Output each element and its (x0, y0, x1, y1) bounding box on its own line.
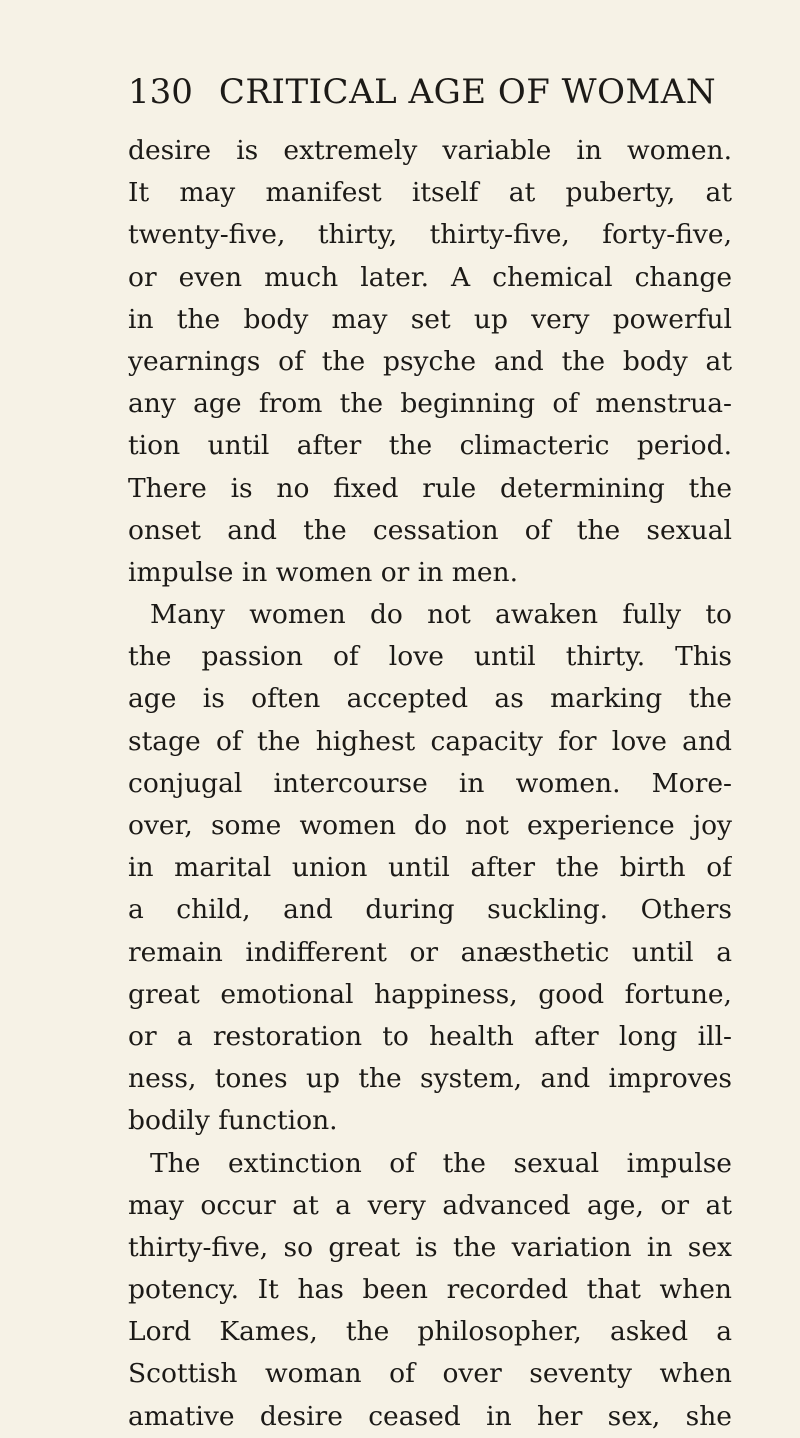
text-line: or a restoration to health after long ill- (128, 1020, 732, 1052)
text-line: thirty-five, so great is the variation in sex (128, 1231, 732, 1263)
text-line: tion until after the climacteric period. (128, 430, 732, 462)
text-line: twenty-five, thirty, thirty-five, forty-five, (128, 219, 732, 251)
text-line: amative desire ceased in her sex, she (128, 1400, 732, 1432)
text-line: remain indifferent or anæsthetic until a (128, 936, 732, 968)
text-line: great emotional happiness, good fortune, (128, 978, 732, 1010)
text-line: potency. It has been recorded that when (128, 1274, 732, 1306)
text-line: Scottish woman of over seventy when (128, 1358, 732, 1390)
text-line: in the body may set up very powerful (128, 303, 732, 335)
text-line: in marital union until after the birth of (128, 852, 732, 884)
text-line: may occur at a very advanced age, or at (128, 1189, 732, 1221)
running-head: CRITICAL AGE OF WOMAN (218, 72, 717, 112)
text-line: the passion of love until thirty. This (128, 641, 732, 673)
text-line: bodily function. (128, 1105, 338, 1137)
text-line: any age from the beginning of menstrua- (128, 388, 732, 420)
page-header (128, 72, 730, 120)
text-line: desire is extremely variable in women. (128, 135, 732, 166)
text-line: age is often accepted as marking the (128, 683, 732, 715)
text-line: yearnings of the psyche and the body at (128, 345, 732, 377)
text-line: onset and the cessation of the sexual (128, 514, 732, 546)
text-line: It may manifest itself at puberty, at (128, 177, 732, 209)
text-line: Lord Kames, the philosopher, asked a (128, 1316, 732, 1348)
text-line: The extinction of the sexual impulse (150, 1147, 732, 1179)
text-line: stage of the highest capacity for love and (128, 725, 732, 757)
body-text (128, 130, 732, 1438)
text-line: There is no fixed rule determining the (128, 472, 732, 504)
text-line: or even much later. A chemical change (128, 261, 732, 293)
text-line: Many women do not awaken fully to (150, 599, 732, 631)
text-line: over, some women do not experience joy (128, 810, 732, 841)
text-line: ness, tones up the system, and improves (128, 1063, 732, 1095)
text-line: impulse in women or in men. (128, 556, 519, 588)
page-number: 130 (128, 72, 193, 112)
text-line: conjugal intercourse in women. More- (128, 767, 732, 799)
text-line: a child, and during suckling. Others (128, 894, 732, 926)
